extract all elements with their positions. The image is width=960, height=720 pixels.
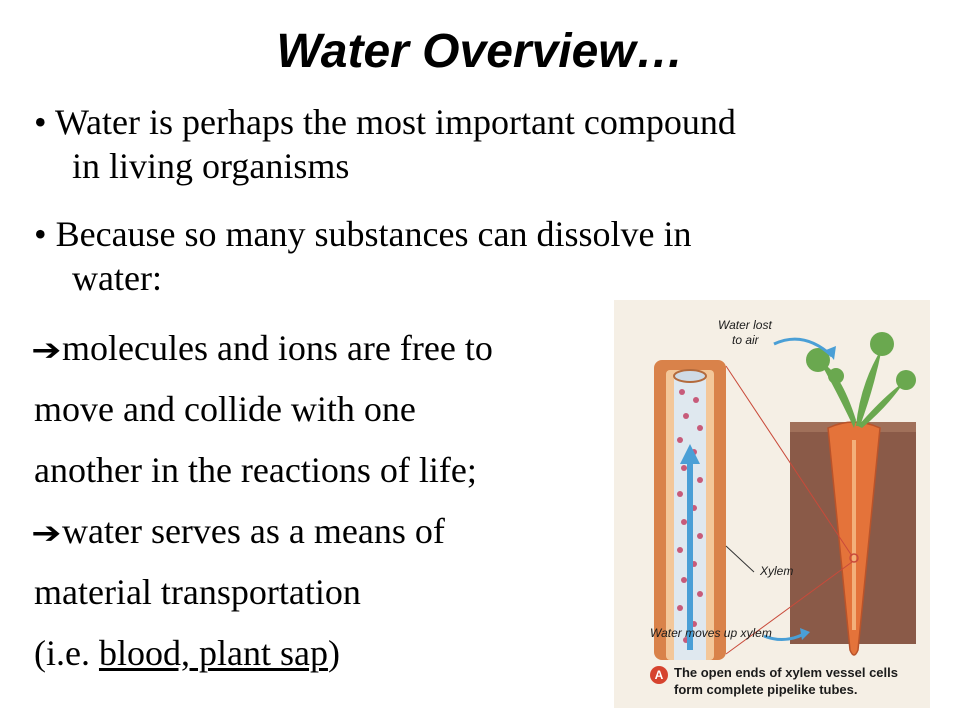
- examples-underlined: blood, plant sap: [98, 633, 328, 673]
- xylem-figure: [614, 300, 930, 708]
- point-2-text1: water serves as a means of: [62, 511, 445, 551]
- caption-line1: The open ends of xylem vessel cells: [674, 665, 898, 680]
- caption-line2: form complete pipelike tubes.: [674, 682, 858, 697]
- point-2-line2: material transportation: [34, 572, 361, 612]
- figure-caption: [674, 664, 928, 698]
- point-2-prefix: (i.e.: [34, 633, 99, 673]
- arrow-right-icon: ➔: [31, 333, 62, 368]
- carrot-leaves: [806, 332, 916, 428]
- label-to-air: to air: [732, 333, 759, 347]
- label-xylem: Xylem: [760, 564, 794, 578]
- water-up-arrow: [687, 460, 693, 650]
- bullet-2-line1: • Because so many substances can dissolve in: [34, 214, 692, 254]
- point-2-line3: [34, 631, 340, 675]
- arrow-right-icon: ➔: [31, 516, 62, 551]
- bullet-1: [34, 100, 914, 188]
- xylem-illustration: [614, 300, 930, 708]
- point-1-text1: molecules and ions are free to: [62, 328, 493, 368]
- point-2-line1: [31, 509, 445, 556]
- bullet-2-line2: water:: [72, 258, 162, 298]
- point-1-line3: another in the reactions of life;: [34, 450, 477, 490]
- label-water-lost: Water lost: [718, 318, 772, 332]
- slide-title: Water Overview…: [276, 25, 684, 78]
- caption-badge: A: [650, 666, 668, 684]
- point-1-line2: move and collide with one: [34, 389, 416, 429]
- bullet-1-line1: • Water is perhaps the most important compound: [34, 102, 736, 142]
- xylem-pointer: [726, 546, 754, 572]
- label-moves-up: Water moves up xylem: [650, 626, 772, 640]
- bullet-1-line2: in living organisms: [72, 146, 350, 186]
- bullet-2: [34, 212, 914, 300]
- point-2-suffix: ): [327, 633, 340, 673]
- point-1-line1: [31, 326, 493, 373]
